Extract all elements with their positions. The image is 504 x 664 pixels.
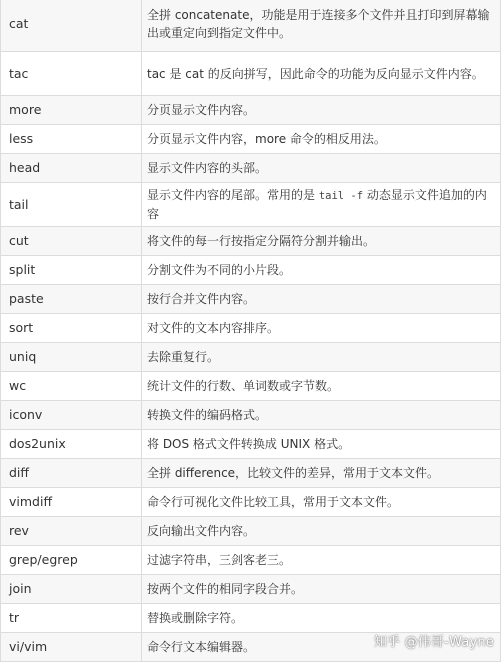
command-description: 将文件的每一行按指定分隔符分割并输出。 (142, 227, 501, 256)
command-name: vimdiff (1, 488, 142, 517)
command-description: 显示文件内容的头部。 (142, 154, 501, 183)
command-description: 将 DOS 格式文件转换成 UNIX 格式。 (142, 430, 501, 459)
description-text: 动态显示文件追加的内容 (147, 188, 487, 221)
command-name: sort (1, 314, 142, 343)
command-name: split (1, 256, 142, 285)
command-description: tac 是 cat 的反向拼写，因此命令的功能为反向显示文件内容。 (142, 52, 501, 96)
table-row (1, 96, 501, 125)
table-row (1, 285, 501, 314)
table-row (1, 372, 501, 401)
command-description: 过滤字符串，三剑客老三。 (142, 546, 501, 575)
command-description: 去除重复行。 (142, 343, 501, 372)
command-name: diff (1, 459, 142, 488)
table-row (1, 227, 501, 256)
command-description (142, 183, 501, 227)
command-name: tac (1, 52, 142, 96)
command-description: 分页显示文件内容，more 命令的相反用法。 (142, 125, 501, 154)
command-description: 分页显示文件内容。 (142, 96, 501, 125)
table-row (1, 154, 501, 183)
watermark: 知乎 @伟哥-Wayne (373, 635, 494, 650)
table-row (1, 401, 501, 430)
table-row (1, 125, 501, 154)
table-row (1, 604, 501, 633)
table-row (1, 256, 501, 285)
table-row (1, 546, 501, 575)
command-description: 按两个文件的相同字段合并。 (142, 575, 501, 604)
description-text: 显示文件内容的尾部。常用的是 (147, 188, 319, 202)
command-name: join (1, 575, 142, 604)
table-row (1, 183, 501, 227)
inline-code: tail -f (318, 190, 364, 202)
command-name: tr (1, 604, 142, 633)
command-name: head (1, 154, 142, 183)
command-name: cat (1, 0, 142, 52)
command-name: iconv (1, 401, 142, 430)
command-name: tail (1, 183, 142, 227)
command-name: rev (1, 517, 142, 546)
table-row (1, 517, 501, 546)
command-description: 命令行可视化文件比较工具，常用于文本文件。 (142, 488, 501, 517)
command-name: dos2unix (1, 430, 142, 459)
command-name: wc (1, 372, 142, 401)
table-row (1, 459, 501, 488)
command-name: paste (1, 285, 142, 314)
command-name: uniq (1, 343, 142, 372)
command-name: more (1, 96, 142, 125)
command-description: 对文件的文本内容排序。 (142, 314, 501, 343)
command-description: 转换文件的编码格式。 (142, 401, 501, 430)
table-row (1, 488, 501, 517)
table-row (1, 0, 501, 52)
table-row (1, 575, 501, 604)
command-description: 全拼 difference，比较文件的差异，常用于文本文件。 (142, 459, 501, 488)
command-description: 命令行文本编辑器。 (142, 633, 501, 662)
table-row (1, 314, 501, 343)
command-description: 替换或删除字符。 (142, 604, 501, 633)
command-description: 全拼 concatenate，功能是用于连接多个文件并且打印到屏幕输出或重定向到指定文件中。 (142, 0, 501, 52)
command-description: 统计文件的行数、单词数或字节数。 (142, 372, 501, 401)
table-row (1, 52, 501, 96)
command-description: 反向输出文件内容。 (142, 517, 501, 546)
command-name: grep/egrep (1, 546, 142, 575)
command-name: cut (1, 227, 142, 256)
table-row (1, 430, 501, 459)
table-row (1, 343, 501, 372)
command-name: less (1, 125, 142, 154)
command-name: vi/vim (1, 633, 142, 662)
command-description: 分割文件为不同的小片段。 (142, 256, 501, 285)
command-description: 按行合并文件内容。 (142, 285, 501, 314)
